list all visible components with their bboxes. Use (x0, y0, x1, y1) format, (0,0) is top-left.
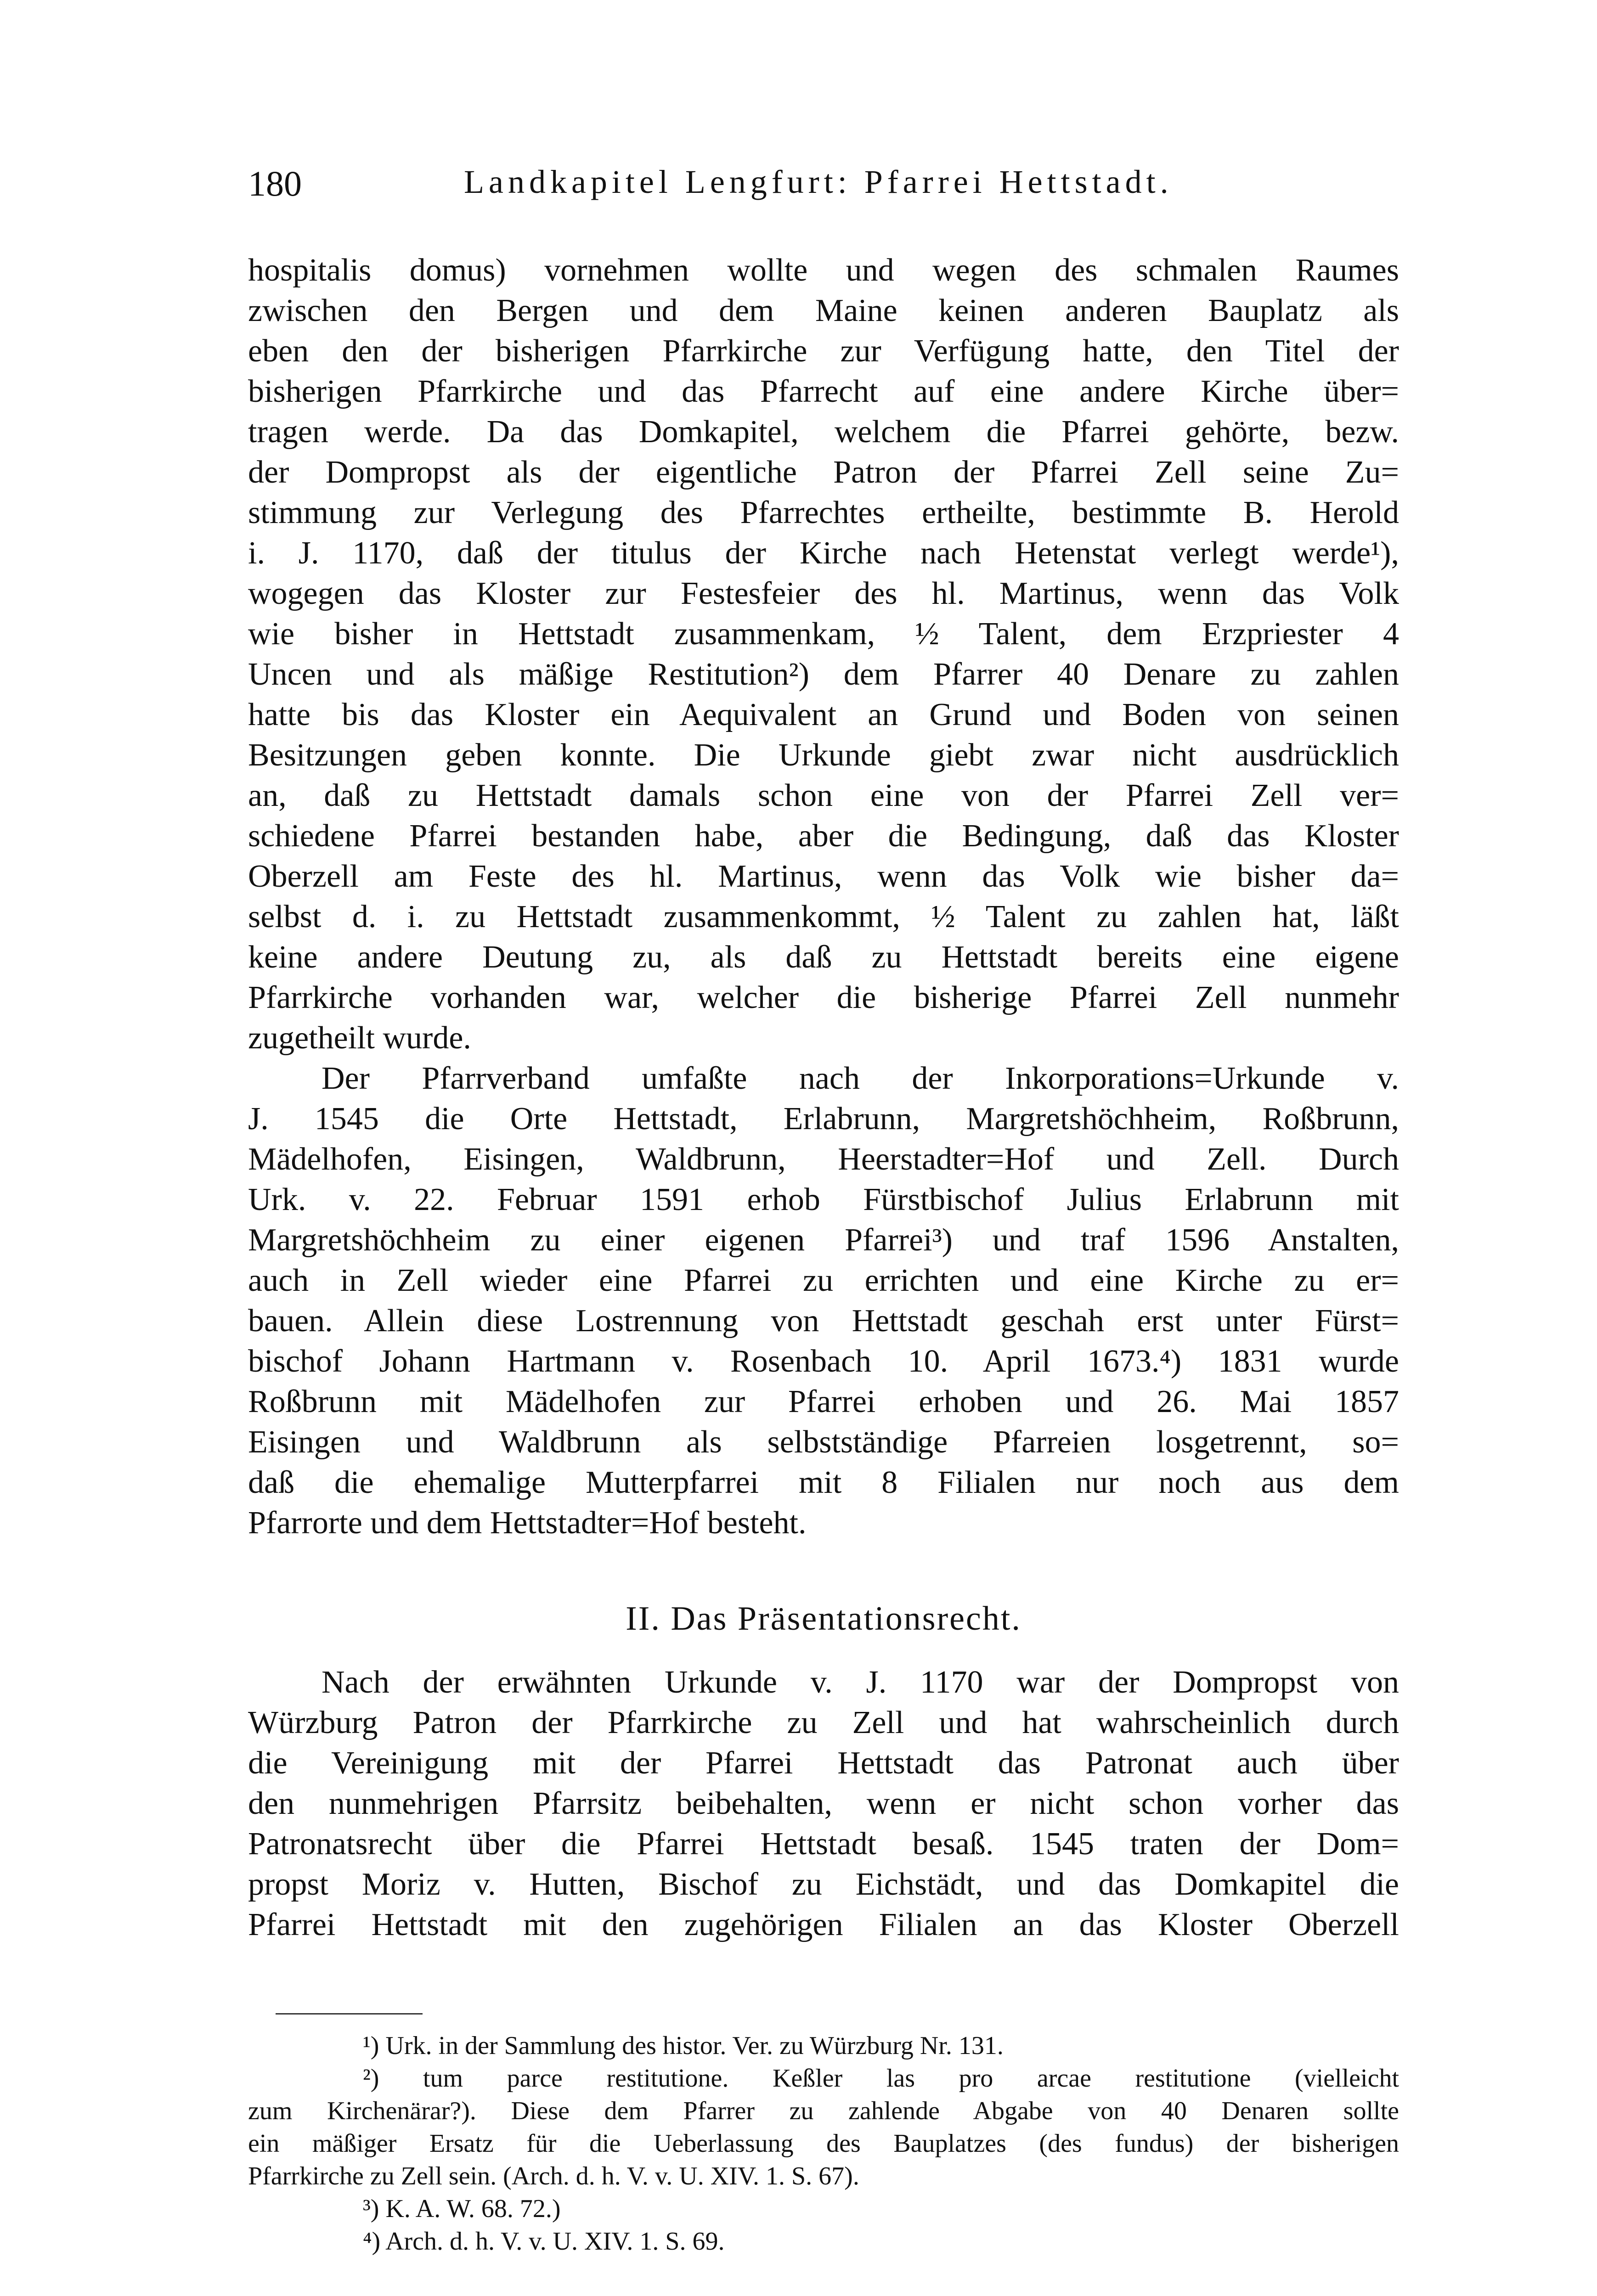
text-line: der Dompropst als der eigentliche Patron der Pfarrei Zell seine Zu= (248, 455, 1399, 490)
text-line: Besitzungen geben konnte. Die Urkunde giebt zwar nicht ausdrücklich (248, 737, 1399, 773)
body-text-section-1 (248, 250, 1399, 1543)
footnote-divider (276, 2013, 423, 2015)
text-line: Margretshöchheim zu einer eigenen Pfarrei³) und traf 1596 Anstalten, (248, 1222, 1399, 1258)
text-line: propst Moriz v. Hutten, Bischof zu Eichstädt, und das Domkapitel die (248, 1867, 1399, 1902)
footnote-line: ⁴) Arch. d. h. V. v. U. XIV. 1. S. 69. (363, 2227, 725, 2256)
text-line: hospitalis domus) vornehmen wollte und wegen des schmalen Raumes (248, 253, 1399, 288)
text-line: auch in Zell wieder eine Pfarrei zu errichten und eine Kirche zu er= (248, 1263, 1399, 1298)
text-line: selbst d. i. zu Hettstadt zusammenkommt, ½ Talent zu zahlen hat, läßt (248, 899, 1399, 934)
text-line: zwischen den Bergen und dem Maine keinen anderen Bauplatz als (248, 293, 1399, 328)
text-line: Pfarrkirche vorhanden war, welcher die bisherige Pfarrei Zell nunmehr (248, 980, 1399, 1015)
page-number: 180 (248, 163, 302, 203)
text-line: Pfarrei Hettstadt mit den zugehörigen Filialen an das Kloster Oberzell (248, 1907, 1399, 1942)
text-line: Pfarrorte und dem Hettstadter=Hof besteht. (248, 1505, 807, 1541)
text-line: eben den der bisherigen Pfarrkirche zur Verfügung hatte, den Titel der (248, 333, 1399, 369)
text-line: bisherigen Pfarrkirche und das Pfarrecht auf eine andere Kirche über= (248, 374, 1399, 409)
text-line: wogegen das Kloster zur Festesfeier des hl. Martinus, wenn das Volk (248, 576, 1399, 611)
text-line: stimmung zur Verlegung des Pfarrechtes ertheilte, bestimmte B. Herold (248, 495, 1399, 530)
text-line: zugetheilt wurde. (248, 1020, 471, 1056)
running-title: Landkapitel Lengfurt: Pfarrei Hettstadt. (464, 163, 1173, 200)
footnote-line: Pfarrkirche zu Zell sein. (Arch. d. h. V. v. U. XIV. 1. S. 67). (248, 2162, 859, 2190)
text-line: hatte bis das Kloster ein Aequivalent an Grund und Boden von seinen (248, 697, 1399, 732)
text-line: daß die ehemalige Mutterpfarrei mit 8 Filialen nur noch aus dem (248, 1465, 1399, 1500)
text-line: i. J. 1170, daß der titulus der Kirche nach Hetenstat verlegt werde¹), (248, 535, 1399, 571)
text-line: tragen werde. Da das Domkapitel, welchem die Pfarrei gehörte, bezw. (248, 414, 1399, 450)
text-line: Uncen und als mäßige Restitution²) dem Pfarrer 40 Denare zu zahlen (248, 657, 1399, 692)
text-line: schiedene Pfarrei bestanden habe, aber die Bedingung, daß das Kloster (248, 818, 1399, 854)
footnote-line: zum Kirchenärar?). Diese dem Pfarrer zu zahlende Abgabe von 40 Denaren sollte (248, 2097, 1399, 2125)
text-line: an, daß zu Hettstadt damals schon eine von der Pfarrei Zell ver= (248, 778, 1399, 813)
text-line: bauen. Allein diese Lostrennung von Hettstadt geschah erst unter Fürst= (248, 1303, 1399, 1339)
text-line: Roßbrunn mit Mädelhofen zur Pfarrei erhoben und 26. Mai 1857 (248, 1384, 1399, 1419)
text-line: den nunmehrigen Pfarrsitz beibehalten, wenn er nicht schon vorher das (248, 1786, 1399, 1821)
text-line: Oberzell am Feste des hl. Martinus, wenn das Volk wie bisher da= (248, 859, 1399, 894)
footnote-line: ³) K. A. W. 68. 72.) (363, 2195, 561, 2223)
text-line: J. 1545 die Orte Hettstadt, Erlabrunn, Margretshöchheim, Roßbrunn, (248, 1101, 1399, 1137)
text-line: Der Pfarrverband umfaßte nach der Inkorporations=Urkunde v. (322, 1061, 1399, 1096)
footnote-line: ein mäßiger Ersatz für die Ueberlassung des Bauplatzes (des fundus) der bisherigen (248, 2129, 1399, 2158)
page-header (248, 163, 1399, 214)
footnote-line: ¹) Urk. in der Sammlung des histor. Ver. zu Würzburg Nr. 131. (363, 2032, 1004, 2060)
text-line: Mädelhofen, Eisingen, Waldbrunn, Heerstadter=Hof und Zell. Durch (248, 1142, 1399, 1177)
footnote-line: ²) tum parce restitutione. Keßler las pro arcae restitutione (vielleicht (363, 2064, 1399, 2093)
text-line: die Vereinigung mit der Pfarrei Hettstadt das Patronat auch über (248, 1745, 1399, 1781)
text-line: wie bisher in Hettstadt zusammenkam, ½ Talent, dem Erzpriester 4 (248, 616, 1399, 652)
text-line: Eisingen und Waldbrunn als selbstständige Pfarreien losgetrennt, so= (248, 1424, 1399, 1460)
text-line: Patronatsrecht über die Pfarrei Hettstadt besaß. 1545 traten der Dom= (248, 1826, 1399, 1862)
text-line: keine andere Deutung zu, als daß zu Hettstadt bereits eine eigene (248, 940, 1399, 975)
footnotes (248, 2030, 1399, 2258)
text-line: bischof Johann Hartmann v. Rosenbach 10. April 1673.⁴) 1831 wurde (248, 1344, 1399, 1379)
text-line: Nach der erwähnten Urkunde v. J. 1170 war der Dompropst von (322, 1665, 1399, 1700)
text-line: Würzburg Patron der Pfarrkirche zu Zell und hat wahrscheinlich durch (248, 1705, 1399, 1740)
body-text-section-2 (248, 1662, 1399, 1945)
section-heading: II. Das Präsentationsrecht. (626, 1600, 1021, 1638)
text-line: Urk. v. 22. Februar 1591 erhob Fürstbischof Julius Erlabrunn mit (248, 1182, 1399, 1217)
